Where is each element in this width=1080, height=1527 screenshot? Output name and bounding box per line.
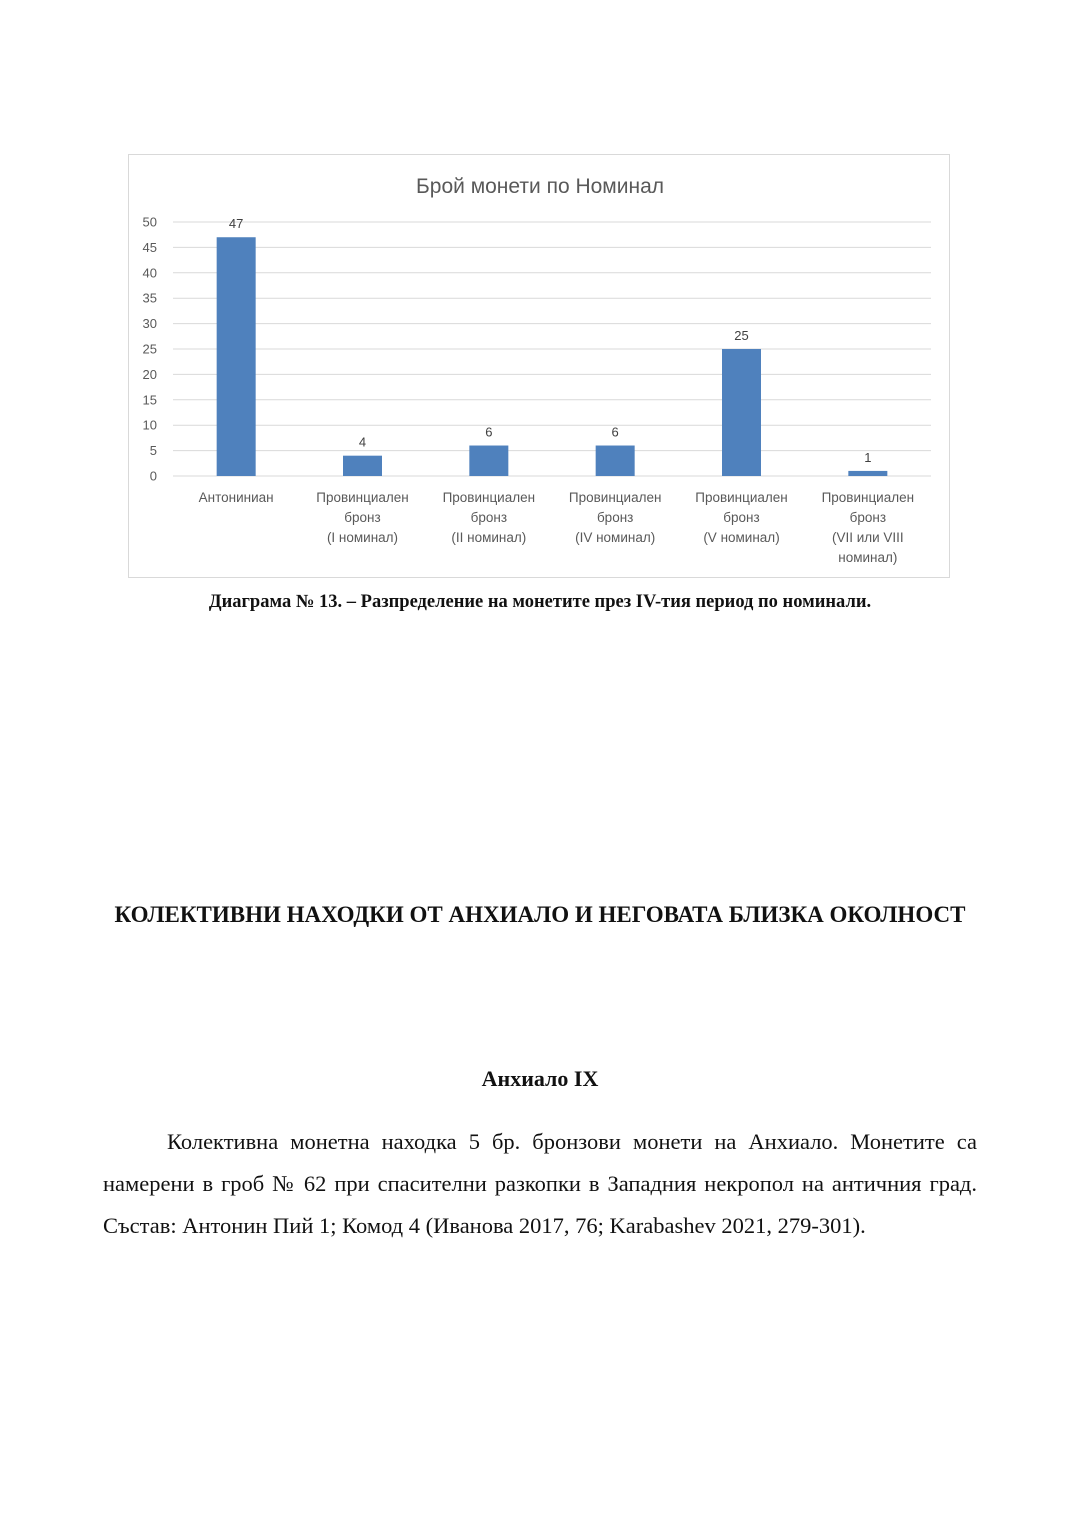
y-tick-label: 10	[142, 417, 157, 433]
y-tick-label: 0	[149, 468, 157, 484]
y-tick-label: 40	[142, 265, 157, 281]
y-tick-label: 45	[142, 239, 157, 255]
y-tick-label: 30	[142, 316, 157, 332]
y-tick-label: 15	[142, 392, 157, 408]
body-paragraph: Колективна монетна находка 5 бр. бронзови монети на Анхиало. Монетите са намерени в гроб № 62 при спасителни разкопки в Западния некропол на античния град. Състав: Антонин Пий 1; Комод 4 (Иванова 2017, 76; Karabashev 2021, 279-301).	[103, 1129, 977, 1238]
y-tick-label: 20	[142, 366, 157, 382]
data-label: 6	[611, 424, 619, 440]
bar	[469, 446, 508, 476]
sub-heading: Анхиало IX	[481, 1066, 599, 1091]
category-label: Провинциален бронз (V номинал)	[695, 490, 788, 545]
y-tick-label: 5	[149, 443, 157, 459]
bar-chart	[128, 154, 950, 578]
category-label: Провинциален бронз (I номинал)	[316, 490, 409, 545]
figure-caption: Диаграма № 13. – Разпределение на монетите през IV-тия период по номинали.	[208, 592, 872, 612]
category-label: Провинциален бронз (VII или VIII номинал)	[821, 490, 915, 565]
data-label: 25	[734, 328, 749, 343]
bar	[722, 349, 761, 476]
y-tick-label: 25	[142, 341, 157, 357]
y-tick-label: 35	[142, 290, 157, 306]
data-label: 4	[358, 434, 367, 450]
category-label: Провинциален бронз (IV номинал)	[568, 490, 662, 545]
y-tick-label: 50	[142, 214, 157, 230]
data-label: 47	[228, 216, 244, 232]
bar	[848, 471, 887, 476]
bar	[343, 456, 382, 476]
data-label: 1	[864, 449, 872, 465]
chart-title: Брой монети по Номинал	[415, 175, 665, 198]
data-label: 6	[485, 424, 493, 440]
category-label: Провинциален бронз (II номинал)	[442, 490, 536, 545]
bar	[217, 237, 256, 476]
bar	[596, 446, 635, 476]
section-heading: КОЛЕКТИВНИ НАХОДКИ ОТ АНХИАЛО И НЕГОВАТА БЛИЗКА ОКОЛНОСТ	[114, 902, 966, 927]
category-label: Антониниан	[198, 490, 274, 505]
chart-svg	[129, 155, 951, 579]
